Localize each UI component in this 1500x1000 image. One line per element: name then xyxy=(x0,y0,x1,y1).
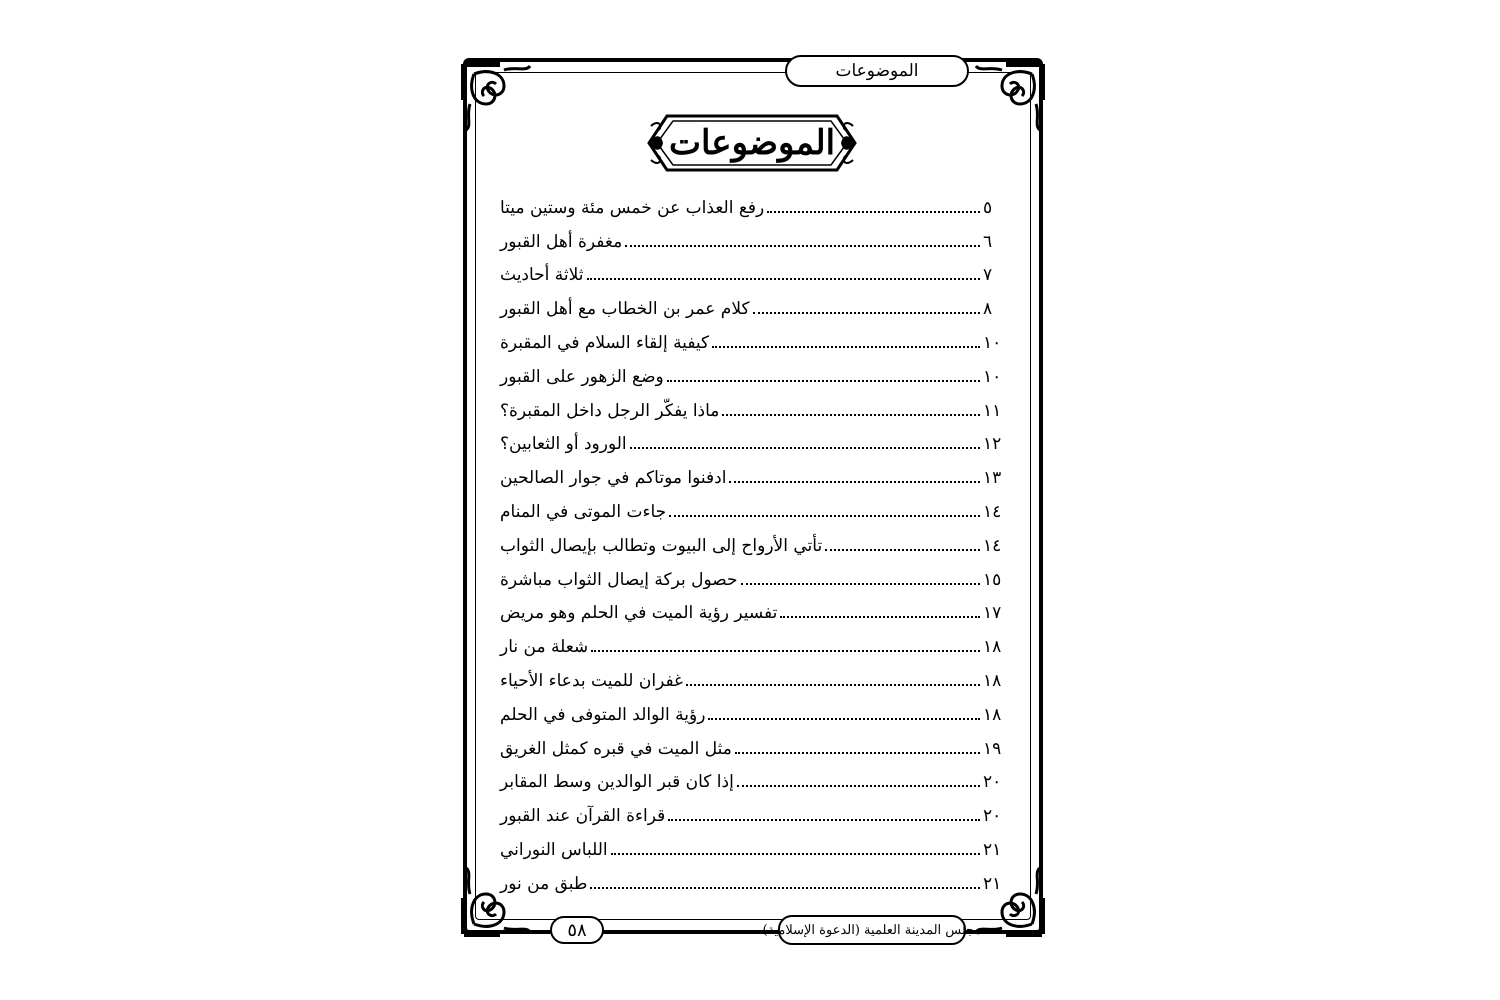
toc-entry-page: ١٩ xyxy=(983,738,1002,759)
table-of-contents xyxy=(500,191,1005,901)
toc-entry-page: ٧ xyxy=(983,265,993,286)
toc-dot-leader xyxy=(722,414,980,416)
toc-dot-leader xyxy=(591,650,980,652)
toc-entry-page: ٢١ xyxy=(983,840,1002,861)
toc-dot-leader xyxy=(668,819,980,821)
toc-entry-page: ١٥ xyxy=(983,569,1002,590)
toc-dot-leader xyxy=(686,684,980,686)
toc-entry-title: وضع الزهور على القبور xyxy=(500,366,664,387)
toc-entry-page: ١٤ xyxy=(983,502,1002,523)
toc-dot-leader xyxy=(729,481,980,483)
running-header xyxy=(785,55,969,87)
toc-row xyxy=(500,529,1005,563)
toc-row xyxy=(500,191,1005,225)
toc-entry-title: جاءت الموتى في المنام xyxy=(500,502,667,523)
toc-entry-page: ٦ xyxy=(983,231,993,252)
toc-dot-leader xyxy=(587,278,980,280)
page-title: الموضوعات xyxy=(668,123,836,163)
toc-entry-page: ١٤ xyxy=(983,535,1002,556)
toc-dot-leader xyxy=(669,515,980,517)
toc-entry-title: شعلة من نار xyxy=(500,637,589,658)
toc-dot-leader xyxy=(712,346,980,348)
toc-entry-title: تأتي الأرواح إلى البيوت وتطالب بإيصال الثواب xyxy=(500,535,823,556)
toc-row xyxy=(500,732,1005,766)
toc-entry-page: ١٨ xyxy=(983,671,1002,692)
toc-entry-page: ١٠ xyxy=(983,366,1002,387)
toc-entry-title: مغفرة أهل القبور xyxy=(500,231,623,252)
toc-dot-leader xyxy=(708,718,980,720)
toc-row xyxy=(500,461,1005,495)
toc-entry-title: اللباس النوراني xyxy=(500,840,608,861)
toc-dot-leader xyxy=(825,549,980,551)
toc-entry-title: كيفية إلقاء السلام في المقبرة xyxy=(500,333,710,354)
toc-entry-page: ١٨ xyxy=(983,704,1002,725)
toc-row xyxy=(500,597,1005,631)
toc-dot-leader xyxy=(667,380,980,382)
toc-row xyxy=(500,766,1005,800)
toc-entry-title: رؤية الوالد المتوفى في الحلم xyxy=(500,704,706,725)
toc-dot-leader xyxy=(780,616,980,618)
toc-row xyxy=(500,799,1005,833)
toc-entry-page: ٨ xyxy=(983,299,993,320)
toc-row xyxy=(500,326,1005,360)
toc-entry-title: الورود أو الثعابين؟ xyxy=(500,434,627,455)
toc-dot-leader xyxy=(590,887,980,889)
toc-dot-leader xyxy=(625,245,980,247)
toc-entry-title: طبق من نور xyxy=(500,873,588,894)
toc-entry-page: ٢١ xyxy=(983,873,1002,894)
toc-entry-title: رفع العذاب عن خمس مئة وستين ميتا xyxy=(500,197,765,218)
toc-entry-page: ١٠ xyxy=(983,333,1002,354)
toc-entry-title: ثلاثة أحاديث xyxy=(500,265,584,286)
toc-dot-leader xyxy=(735,752,980,754)
toc-row xyxy=(500,292,1005,326)
footer-page-number: ٥٨ xyxy=(567,919,587,941)
toc-entry-title: ماذا يفكّر الرجل داخل المقبرة؟ xyxy=(500,400,720,421)
toc-dot-leader xyxy=(630,447,980,449)
toc-dot-leader xyxy=(737,785,980,787)
corner-ornament-top-right xyxy=(960,60,1046,146)
toc-entry-title: ادفنوا موتاكم في جوار الصالحين xyxy=(500,468,727,489)
toc-entry-title: كلام عمر بن الخطاب مع أهل القبور xyxy=(500,299,750,320)
toc-row xyxy=(500,563,1005,597)
toc-entry-title: غفران للميت بدعاء الأحياء xyxy=(500,671,683,692)
toc-row xyxy=(500,259,1005,293)
toc-row xyxy=(500,630,1005,664)
toc-entry-title: حصول بركة إيصال الثواب مباشرة xyxy=(500,569,738,590)
toc-entry-page: ١١ xyxy=(983,400,1002,421)
page-title-box xyxy=(645,112,859,174)
toc-row xyxy=(500,428,1005,462)
toc-entry-page: ١٣ xyxy=(983,468,1002,489)
toc-row xyxy=(500,225,1005,259)
running-header-text: الموضوعات xyxy=(835,61,919,81)
footer-page-number-badge xyxy=(550,916,604,944)
toc-entry-title: قراءة القرآن عند القبور xyxy=(500,806,666,827)
toc-entry-page: ٥ xyxy=(983,197,993,218)
toc-entry-page: ٢٠ xyxy=(983,806,1002,827)
toc-entry-title: مثل الميت في قبره كمثل الغريق xyxy=(500,738,732,759)
toc-row xyxy=(500,833,1005,867)
toc-entry-title: إذا كان قبر الوالدين وسط المقابر xyxy=(500,772,734,793)
toc-dot-leader xyxy=(767,211,980,213)
toc-entry-page: ٢٠ xyxy=(983,772,1002,793)
toc-dot-leader xyxy=(753,312,980,314)
toc-row xyxy=(500,394,1005,428)
footer-publisher-text: مجلس المدينة العلمية (الدعوة الإسلامية) xyxy=(762,922,982,938)
toc-row xyxy=(500,495,1005,529)
toc-row xyxy=(500,664,1005,698)
toc-row xyxy=(500,698,1005,732)
corner-ornament-top-left xyxy=(460,60,546,146)
toc-entry-page: ١٢ xyxy=(983,434,1002,455)
toc-row xyxy=(500,867,1005,901)
toc-dot-leader xyxy=(741,583,980,585)
toc-entry-page: ١٧ xyxy=(983,603,1002,624)
toc-entry-page: ١٨ xyxy=(983,637,1002,658)
toc-row xyxy=(500,360,1005,394)
toc-dot-leader xyxy=(611,853,980,855)
toc-entry-title: تفسير رؤية الميت في الحلم وهو مريض xyxy=(500,603,778,624)
footer-publisher-badge xyxy=(762,915,982,945)
